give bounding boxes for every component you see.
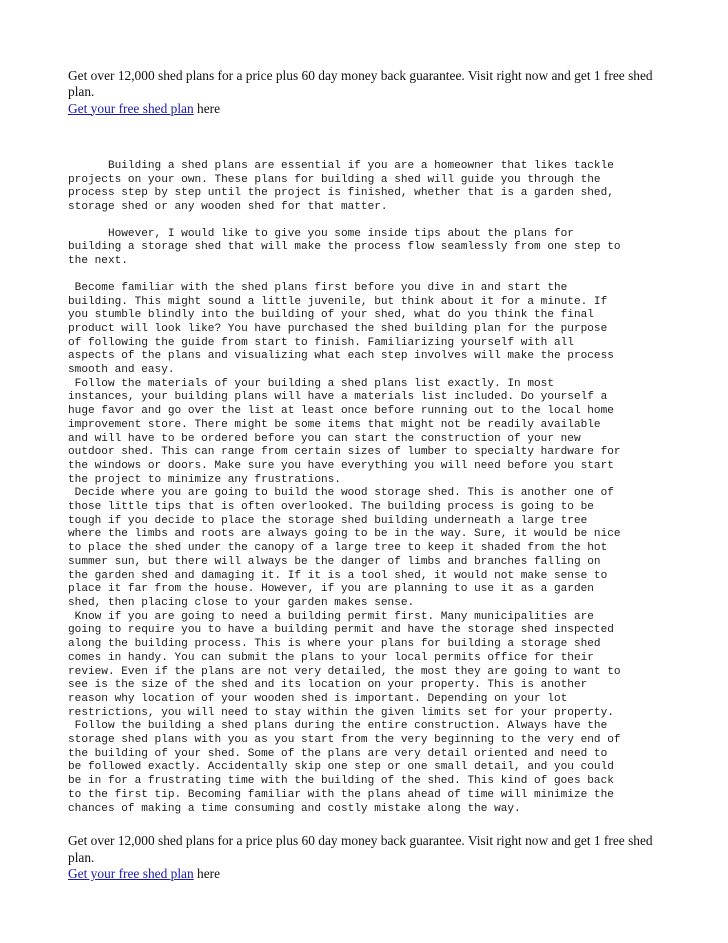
- promo-headline: Get over 12,000 shed plans for a price plus 60 day money back guarantee. Visit right now and get 1 free shed plan.: [68, 68, 653, 100]
- document-page: [68, 68, 668, 882]
- second-paragraph: However, I would like to give you some inside tips about the plans for building a storage shed that will make the process flow seamlessly from one step to the next.: [68, 227, 621, 268]
- promo-top: [68, 68, 668, 117]
- promo-bottom: [68, 833, 668, 882]
- promo-link-suffix: here: [193, 100, 221, 116]
- free-shed-plan-link[interactable]: Get your free shed plan: [68, 865, 194, 881]
- intro-paragraph: Building a shed plans are essential if you are a homeowner that likes tackle projects on your own. These plans for building a shed will guide you through the process step by step until the project is finished, whether that is a garden shed, storage shed or any wooden shed for that matter.: [68, 159, 614, 213]
- tips-body: Become familiar with the shed plans first before you dive in and start the building. This might sound a little juvenile, but think about it for a minute. If you stumble blindly into the building of your shed, what do you think the final product will look like? You have purchased the shed building plan for the purpose of following the guide from start to finish. Familiarizing yourself with all aspects of the plans and visualizing what each step involves will make the process smooth and easy. Follow the materials of your building a shed plans list exactly. In most instances, your building plans will have a materials list included. Do yourself a huge favor and go over the list at least once before running out to the local home improvement store. There might be some items that might not be readily available and will have to be ordered before you can start the construction of your new outdoor shed. This can range from certain sizes of lumber to specialty hardware for the windows or doors. Make sure you have everything you will need before you start the project to minimize any frustrations. Decide where you are going to build the wood storage shed. This is another one of those little tips that is often overlooked. The building process is going to be tough if you decide to place the storage shed building underneath a large tree where the limbs and roots are always going to be in the way. Sure, it would be nice to place the shed under the canopy of a large tree to keep it shaded from the hot summer sun, but there will always be the danger of limbs and branches falling on the garden shed and damaging it. If it is a tool shed, it would not make sense to place it far from the house. However, if you are planning to use it as a garden shed, then placing close to your garden makes sense. Know if you are going to need a building permit first. Many municipalities are going to require you to have a building permit and have the storage shed inspected along the building process. This is where your plans for building a storage shed comes in handy. You can submit the plans to your local permits office for their review. Even if the plans are not very detailed, the most they are going to want to see is the size of the shed and its location on your property. This is another reason why location of your wooden shed is important. Depending on your lot restrictions, you will need to stay within the given limits set for your property. Follow the building a shed plans during the entire construction. Always have the storage shed plans with you as you start from the very beginning to the very end of the building of your shed. Some of the plans are very detail oriented and need to be followed exactly. Accidentally skip one step or one small detail, and you could be in for a frustrating time with the building of the shed. This kind of goes back to the first tip. Becoming familiar with the plans ahead of time will minimize the chances of making a time consuming and costly mistake along the way.: [68, 281, 621, 815]
- promo-link-suffix: here: [193, 865, 221, 881]
- free-shed-plan-link[interactable]: Get your free shed plan: [68, 100, 194, 116]
- promo-headline: Get over 12,000 shed plans for a price plus 60 day money back guarantee. Visit right now and get 1 free shed plan.: [68, 833, 653, 865]
